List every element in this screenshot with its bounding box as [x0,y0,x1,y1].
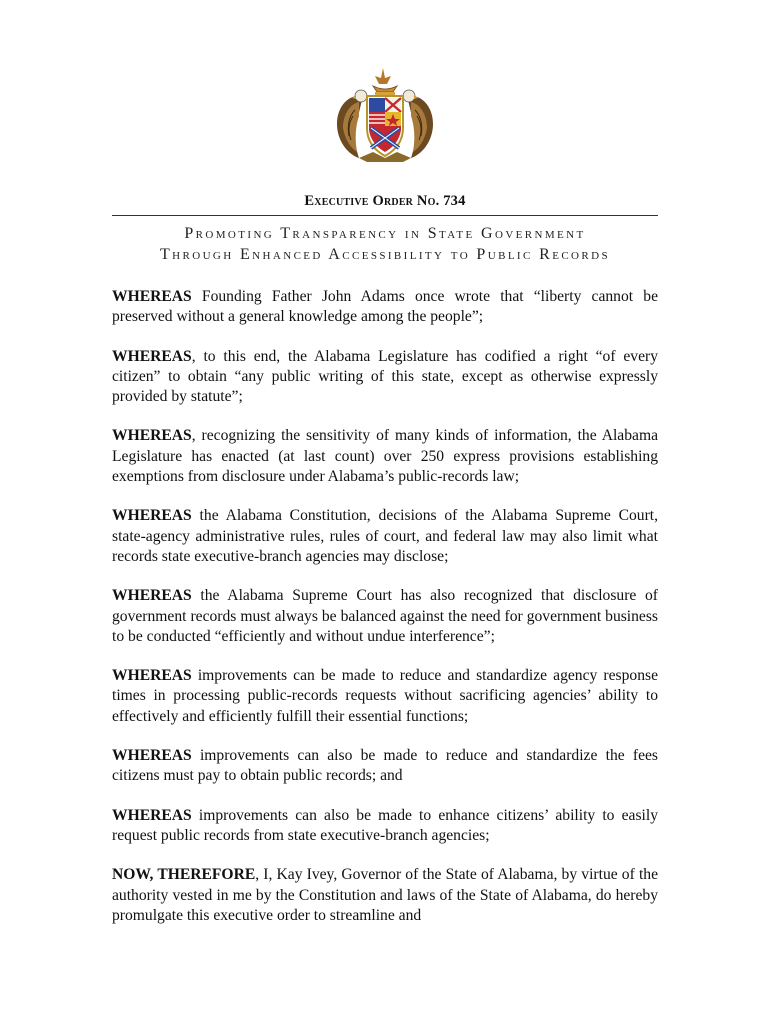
clause-keyword: WHEREAS [112,747,192,765]
order-subtitle-line-1: Promoting Transparency in State Government [184,225,586,242]
clause-text: improvements can also be made to enhance citizens’ ability to easily request public records from state executive-branch agencies; [112,806,658,844]
clause-text: , to this end, the Alabama Legislature has codified a right “of every citizen” to obtain “any public writing of this state, except as otherwise expressly provided by statute”; [112,347,658,406]
clause-keyword: WHEREAS [112,507,192,525]
whereas-clause [112,347,658,408]
clause-keyword: WHEREAS [112,587,192,605]
whereas-clause [112,506,658,567]
whereas-clause [112,666,658,727]
clause-text: , I, Kay Ivey, Governor of the State of Alabama, by virtue of the authority vested in me by the Constitution and laws of the State of Alabama, do hereby promulgate this executive order to streamline and [112,866,658,924]
clause-text: Founding Father John Adams once wrote that “liberty cannot be preserved without a general knowledge among the people”; [112,288,658,326]
clause-text: the Alabama Supreme Court has also recognized that disclosure of government records must always be balanced against the need for government business to be conducted “efficiently and without undue interference”; [112,587,658,645]
clause-text: , recognizing the sensitivity of many kinds of information, the Alabama Legislature has enacted (at last count) over 250 express provisions establishing exemptions from disclosure under Alabama’s public-records law; [112,427,658,486]
clause-keyword: WHEREAS [112,347,192,365]
coat-of-arms-icon [333,66,437,164]
whereas-clause [112,806,658,847]
clause-text: improvements can also be made to reduce and standardize the fees citizens must pay to obtain public records; and [112,747,658,785]
whereas-clause [112,426,658,487]
clause-keyword: WHEREAS [112,806,192,824]
whereas-clause [112,287,658,328]
clause-text: the Alabama Constitution, decisions of the Alabama Supreme Court, state-agency administrative rules, rules of court, and federal law may also limit what records state executive-branch agencies may disclose; [112,507,658,565]
clause-text: improvements can be made to reduce and standardize agency response times in processing public-records requests without sacrificing agencies’ ability to effectively and efficiently fulfill their essential functions; [112,667,658,725]
state-seal [333,66,437,164]
now-therefore-clause [112,865,658,926]
clause-keyword: WHEREAS [112,667,192,685]
title-divider [112,215,658,216]
order-body [112,287,658,945]
clause-keyword: WHEREAS [112,427,192,445]
whereas-clause [112,746,658,787]
whereas-clause [112,586,658,647]
clause-keyword: WHEREAS [112,288,192,305]
order-subtitle-line-2: Through Enhanced Accessibility to Public Records [159,246,611,263]
executive-order-title: Executive Order No. 734 [304,193,466,209]
clause-keyword: NOW, THEREFORE [112,866,256,884]
